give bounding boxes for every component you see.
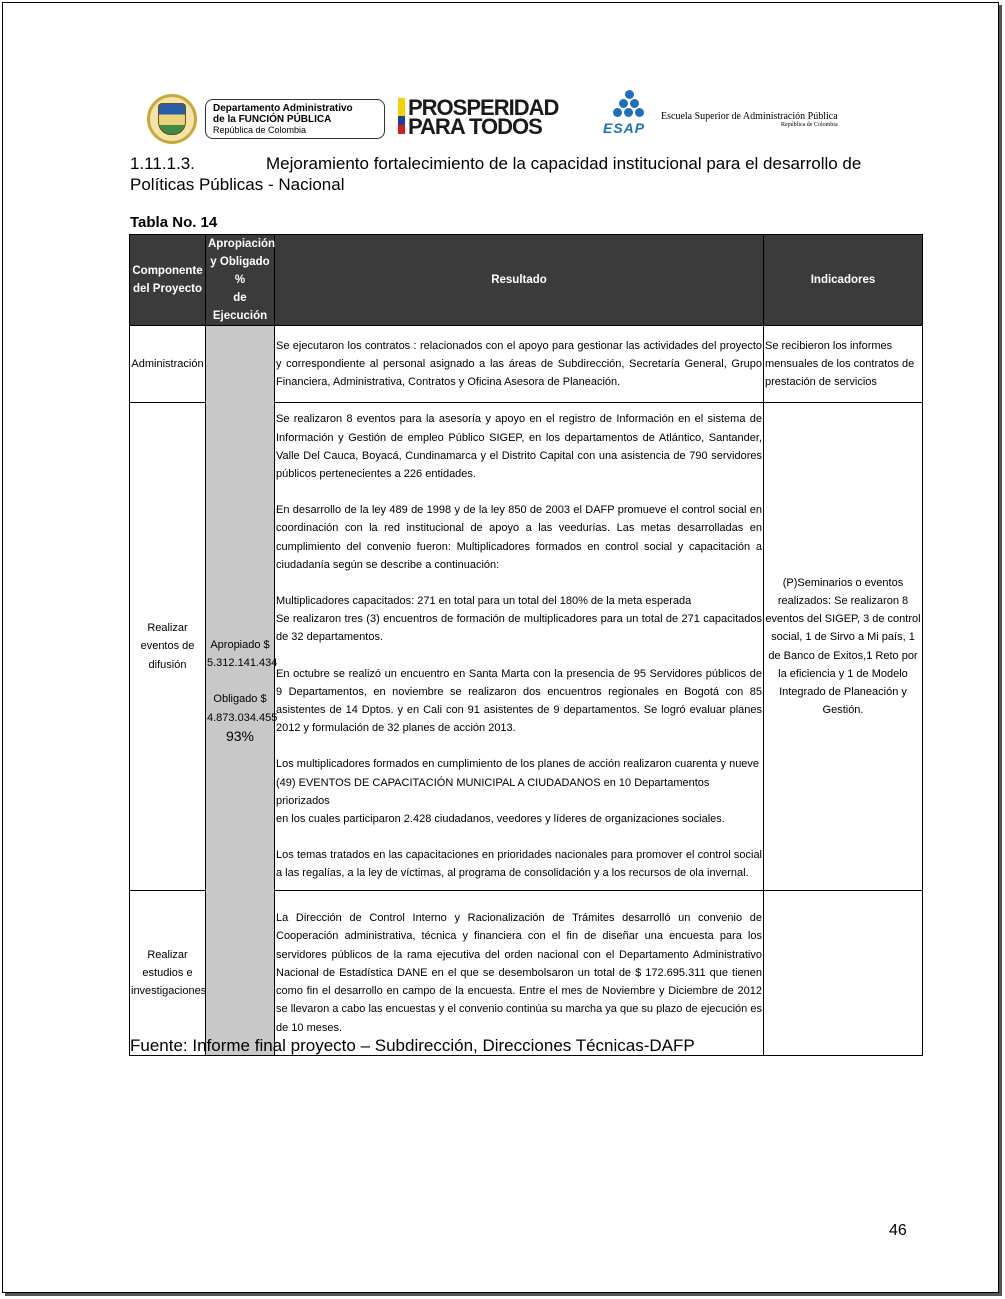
execution-percent: 93% [225,727,255,744]
source-note: Fuente: Informe final proyecto – Subdirección, Direcciones Técnicas-DAFP [130,1036,695,1055]
component-line3: difusión [148,658,187,671]
result-cell [275,891,764,1056]
header-component-line1: Componente [132,265,203,277]
component-line3: investigaciones [131,985,207,998]
result-paragraph: La Dirección de Control Interno y Racionalización de Trámites desarrolló un convenio de Cooperación administrativa, técnica y financiera con el fin de diseñar una encuesta para los servidores públicos de la rama ejecutiva del orden nacional con el Departamento Administrativo Nacional de Estadística DANE en el que se desembolsaron un total de $ 172.695.311 que tienen como fin el desarrollo en campo de la encuesta. Entre el mes de Noviembre y Diciembre de 2012 se llevaron a cabo las encuestas y el convenio continúa su marcha ya que su plazo de ejecución es de 10 meses. [276,912,762,1034]
result-paragraph: Se ejecutaron los contratos : relacionados con el apoyo para gestionar las actividades del proyecto y correspondiente al personal asignado a las áreas de Subdirección, Secretaría General, Grupo Financiera, Administrativa, Contratos y Oficina Asesora de Planeación. [276,339,762,389]
prosperidad-line1: PROSPERIDAD [408,95,559,120]
table-header-row [130,235,923,326]
component-cell [130,891,206,1056]
header-appropriation-line2: y Obligado % [210,256,270,286]
colombia-coat-of-arms-icon [147,94,197,144]
colombia-flag-icon [398,98,405,134]
result-paragraph: Los multiplicadores formados en cumplimiento de los planes de acción realizaron cuarenta y nueve [276,758,760,771]
component-cell: Administración [130,326,206,403]
result-cell [275,326,764,403]
prosperidad-logo [398,95,559,139]
result-cell [275,403,764,891]
section-heading [130,153,890,195]
header-appropriation-line3: de Ejecución [212,292,268,322]
header-appropriation [206,235,275,326]
esap-sub: República de Colombia [780,122,838,128]
obligado-value: 4.873.034.455 [207,711,278,724]
header-result: Resultado [275,235,764,326]
page-number: 46 [889,1222,907,1239]
result-paragraph: En desarrollo de la ley 489 de 1998 y de la ley 850 de 2003 el DAFP promueve el control social en coordinación con la red institucional de apoyo a las veedurías. Las metas desarrolladas en cumplimiento del convenio fueron: Multiplicadores formados en control social y capacitación a ciudadanía según se describe a continuación: [276,504,762,571]
esap-logo [603,90,838,136]
component-line1: Realizar [147,622,188,635]
dafp-logo [147,94,385,144]
result-paragraph: en los cuales participaron 2.428 ciudadanos, veedores y líderes de organizaciones sociales. [276,813,725,826]
table-row [130,326,923,403]
header-component-line2: del Proyecto [132,283,203,295]
result-paragraph: (49) EVENTOS DE CAPACITACIÓN MUNICIPAL A CIUDADANOS en 10 Departamentos priorizados [276,776,710,807]
result-paragraph: Los temas tratados en las capacitaciones en prioridades nacionales para promover el control social a las regalías, a la ley de víctimas, al programa de consolidación y a los recursos de ola invernal. [276,849,762,880]
indicators-cell: Se recibieron los informes mensuales de los contratos de prestación de servicios [764,326,923,403]
component-cell [130,403,206,891]
component-line2: eventos de [140,640,195,653]
esap-dots-icon [603,90,655,136]
obligado-label: Obligado $ [213,693,267,706]
result-paragraph: Se realizaron tres (3) encuentros de formación de multiplicadores para un total de 271 capacitados de 32 departamentos. [276,613,762,644]
result-paragraph: Multiplicadores capacitados: 271 en total para un total del 180% de la meta esperada [276,594,692,607]
dafp-logo-line3: República de Colombia [213,125,307,135]
dafp-logo-line1: Departamento Administrativo [213,103,353,114]
indicators-cell: (P)Seminarios o eventos realizados: Se realizaron 8 eventos del SIGEP, 3 de control social, 1 de Sirvo a Mi país, 1 de Banco de Exitos,1 Reto por la eficiencia y 1 de Modelo Integrado de Planeación y Gestión. [764,403,923,891]
section-title-line1: Mejoramiento fortalecimiento de la capacidad institucional para el desarrollo de [266,154,862,173]
result-paragraph: Se realizaron 8 eventos para la asesoría y apoyo en el registro de Información en el sistema de Información y Gestión de empleo Público SIGEP, en los departamentos de Atlántico, Santander, Valle Del Cauca, Boyacá, Cundinamarca y el Distrito Capital con una asistencia de 790 servidores públicos pertenecientes a 226 entidades. [276,413,762,480]
header-appropriation-line1: Apropiación [208,238,276,250]
esap-mark: ESAP [603,120,646,136]
appropriation-cell [206,326,278,1056]
indicators-cell [764,891,923,1056]
dafp-logo-text-box [205,99,385,139]
header-indicators: Indicadores [764,235,923,326]
esap-name: Escuela Superior de Administración Pública [661,111,838,122]
prosperidad-line2: PARA TODOS [408,114,542,139]
component-line2: estudios e [142,966,193,979]
header-component [130,235,206,326]
result-paragraph: En octubre se realizó un encuentro en Santa Marta con la presencia de 95 Servidores públicos de 9 Departamentos, en noviembre se realizaron dos encuentros regionales en Bogotá con 85 asistentes de 14 Dptos. y en Cali con 91 asistentes de 9 departamentos. Se logró evaluar planes 2012 y formulación de 32 planes de acción 2013. [276,667,762,735]
table-caption: Tabla No. 14 [130,214,218,231]
apropiado-label: Apropiado $ [210,638,270,651]
section-title-line2: Políticas Públicas - Nacional [130,175,345,194]
results-table [129,234,923,1056]
dafp-logo-line2: de la FUNCIÓN PÚBLICA [213,114,332,125]
component-line1: Realizar [147,948,188,961]
section-number: 1.11.1.3. [130,154,195,173]
apropiado-value: 5.312.141.434 [207,657,278,670]
